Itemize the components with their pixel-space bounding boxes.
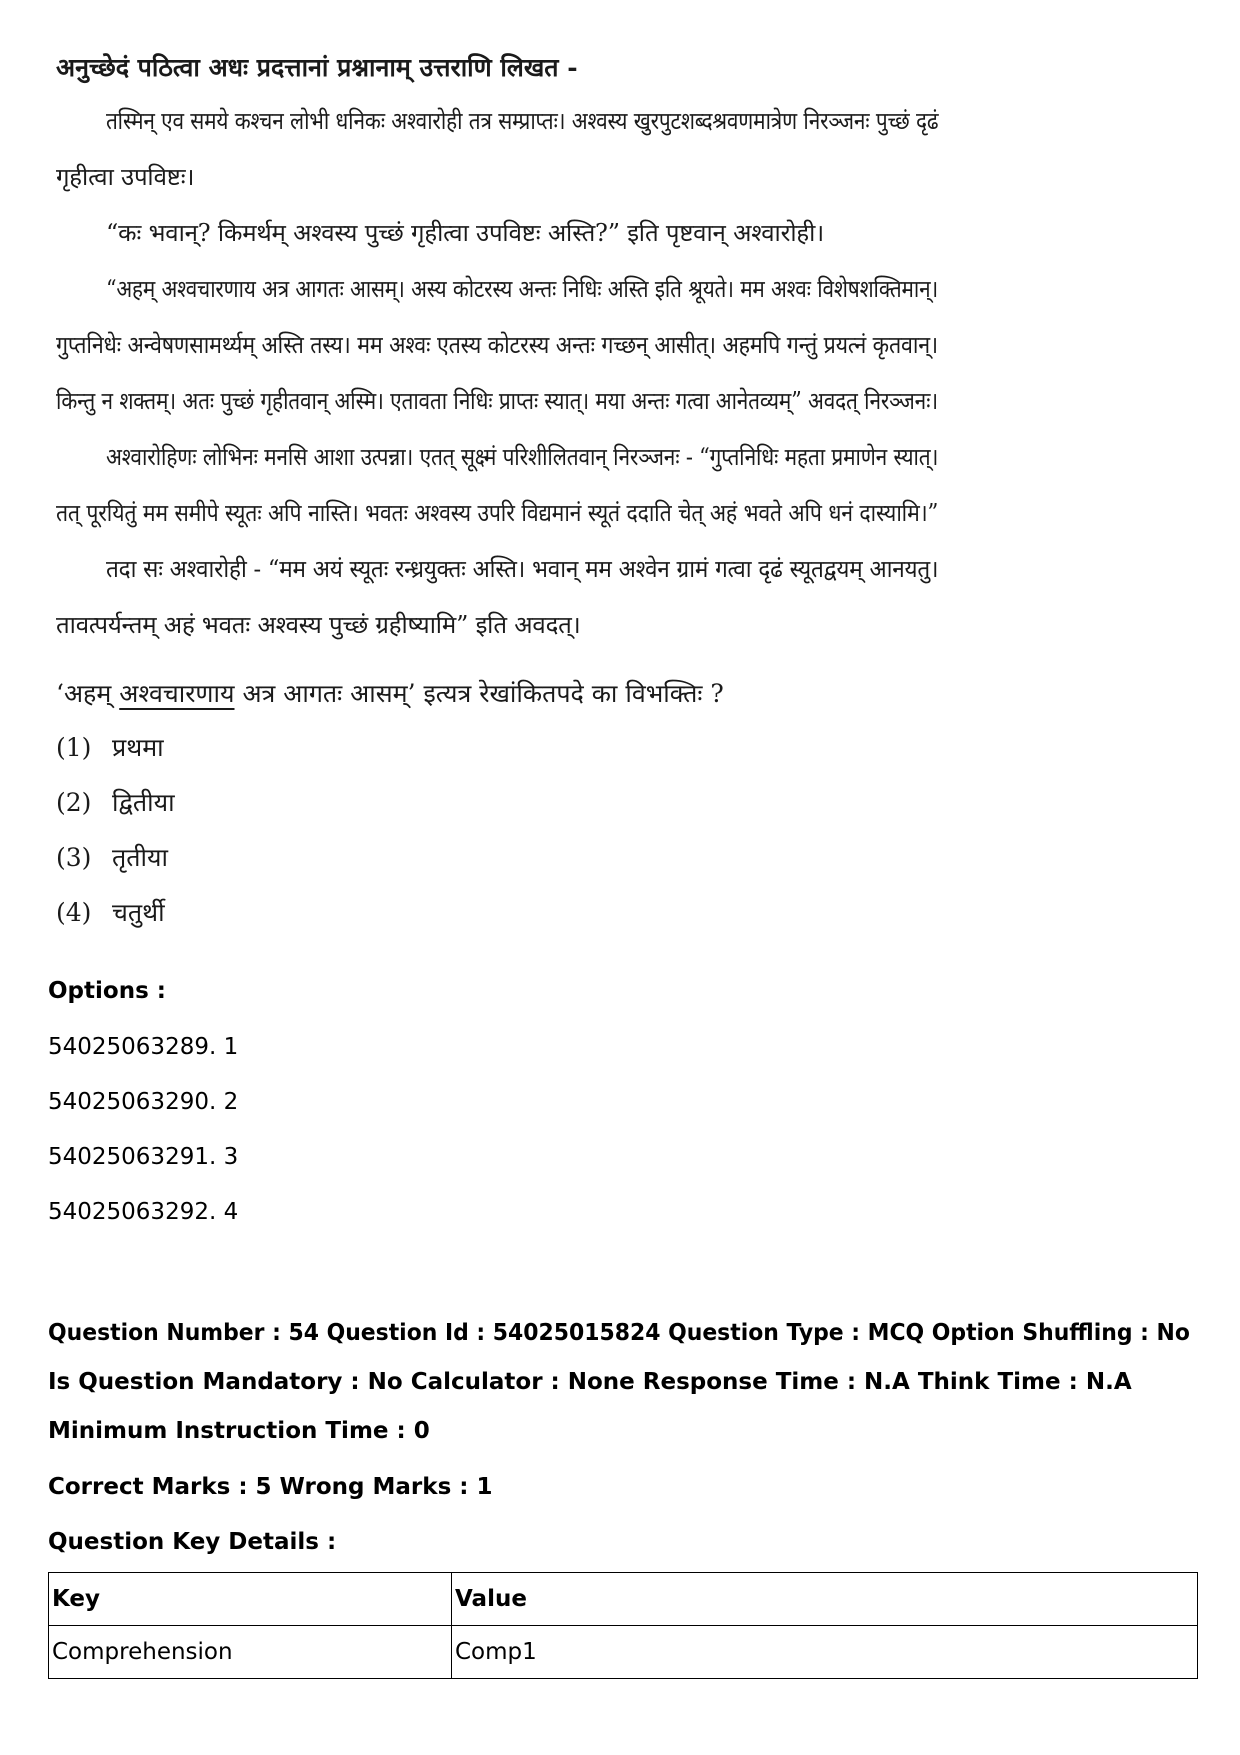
question-meta-line: Minimum Instruction Time : 0 [48, 1418, 430, 1444]
answer-choice [56, 730, 164, 764]
passage-heading: अनुच्छेदं पठित्वा अधः प्रदत्तानां प्रश्नानाम् उत्तराणि लिखत - [56, 53, 578, 82]
option-item: 54025063289. 1 [48, 1034, 239, 1060]
question-text [56, 676, 724, 710]
passage-line: किन्तु न शक्तम्। अतः पुच्छं गृहीतवान् अस्मि। एतावता निधिः प्राप्तः स्यात्। मया अन्तः गत्वा आनेतव्यम्” अवदत् निरञ्जनः। [56, 387, 938, 415]
answer-choice [56, 840, 168, 874]
passage-line: तस्मिन् एव समये कश्चन लोभी धनिकः अश्वारोही तत्र सम्प्राप्तः। अश्वस्य खुरपुटशब्दश्रवणमात्रेण निरञ्जनः पुच्छं दृढं [106, 107, 939, 135]
question-meta-line: Question Number : 54 Question Id : 54025015824 Question Type : MCQ Option Shuffling : No [48, 1320, 1190, 1346]
option-item: 54025063290. 2 [48, 1089, 239, 1115]
table-row [49, 1626, 1198, 1679]
table-header-key: Key [49, 1573, 452, 1626]
table-cell-value: Comp1 [452, 1626, 1198, 1679]
marks-line: Correct Marks : 5 Wrong Marks : 1 [48, 1474, 493, 1500]
choice-number: (4) [56, 898, 92, 927]
answer-choice [56, 895, 165, 929]
option-item: 54025063292. 4 [48, 1199, 239, 1225]
choice-number: (3) [56, 843, 92, 872]
passage-line: “कः भवान्? किमर्थम् अश्वस्य पुच्छं गृहीत्वा उपविष्टः अस्ति?” इति पृष्टवान् अश्वारोही। [106, 219, 825, 247]
choice-number: (1) [56, 733, 92, 762]
table-header-value: Value [452, 1573, 1198, 1626]
choice-text: चतुर्थी [112, 898, 165, 927]
passage-line: तत् पूरयितुं मम समीपे स्यूतः अपि नास्ति। भवतः अश्वस्य उपरि विद्यमानं स्यूतं ददाति चेत् अहं भवते अपि धनं दास्यामि।” [56, 499, 939, 527]
passage-line: “अहम् अश्वचारणाय अत्र आगतः आसम्। अस्य कोटरस्य अन्तः निधिः अस्ति इति श्रूयते। मम अश्वः विशेषशक्तिमान्। [106, 275, 939, 303]
passage-line: तदा सः अश्वारोही - “मम अयं स्यूतः रन्ध्रयुक्तः अस्ति। भवान् मम अश्वेन ग्रामं गत्वा दृढं स्यूतद्वयम् आनयतु। [106, 555, 939, 583]
choice-text: द्वितीया [112, 788, 175, 817]
key-details-label: Question Key Details : [48, 1529, 337, 1555]
question-scan-image [48, 40, 948, 970]
answer-choice [56, 785, 175, 819]
passage-line: तावत्पर्यन्तम् अहं भवतः अश्वस्य पुच्छं ग्रहीष्यामि” इति अवदत्। [56, 611, 581, 639]
choice-number: (2) [56, 788, 92, 817]
table-header-row [49, 1573, 1198, 1626]
key-details-table [48, 1572, 1198, 1679]
table-cell-key: Comprehension [49, 1626, 452, 1679]
options-label: Options : [48, 978, 166, 1004]
passage-line: गृहीत्वा उपविष्टः। [56, 163, 195, 191]
question-meta-line: Is Question Mandatory : No Calculator : None Response Time : N.A Think Time : N.A [48, 1369, 1132, 1395]
question-underlined-word: अश्वचारणाय [119, 679, 235, 708]
passage-line: गुप्तनिधेः अन्वेषणसामर्थ्यम् अस्ति तस्य। मम अश्वः एतस्य कोटरस्य अन्तः गच्छन् आसीत्। अहमपि गन्तुं प्रयत्नं कृतवान्। [56, 331, 938, 359]
choice-text: तृतीया [112, 843, 168, 872]
passage-line: अश्वारोहिणः लोभिनः मनसि आशा उत्पन्ना। एतत् सूक्ष्मं परिशीलितवान् निरञ्जनः - “गुप्तनिधिः महता प्रमाणेन स्यात्। [106, 443, 939, 471]
question-suffix: अत्र आगतः आसम्’ इत्यत्र रेखांकितपदे का विभक्तिः ? [242, 679, 724, 708]
question-prefix: ‘अहम् [56, 679, 112, 708]
choice-text: प्रथमा [112, 733, 164, 762]
option-item: 54025063291. 3 [48, 1144, 239, 1170]
